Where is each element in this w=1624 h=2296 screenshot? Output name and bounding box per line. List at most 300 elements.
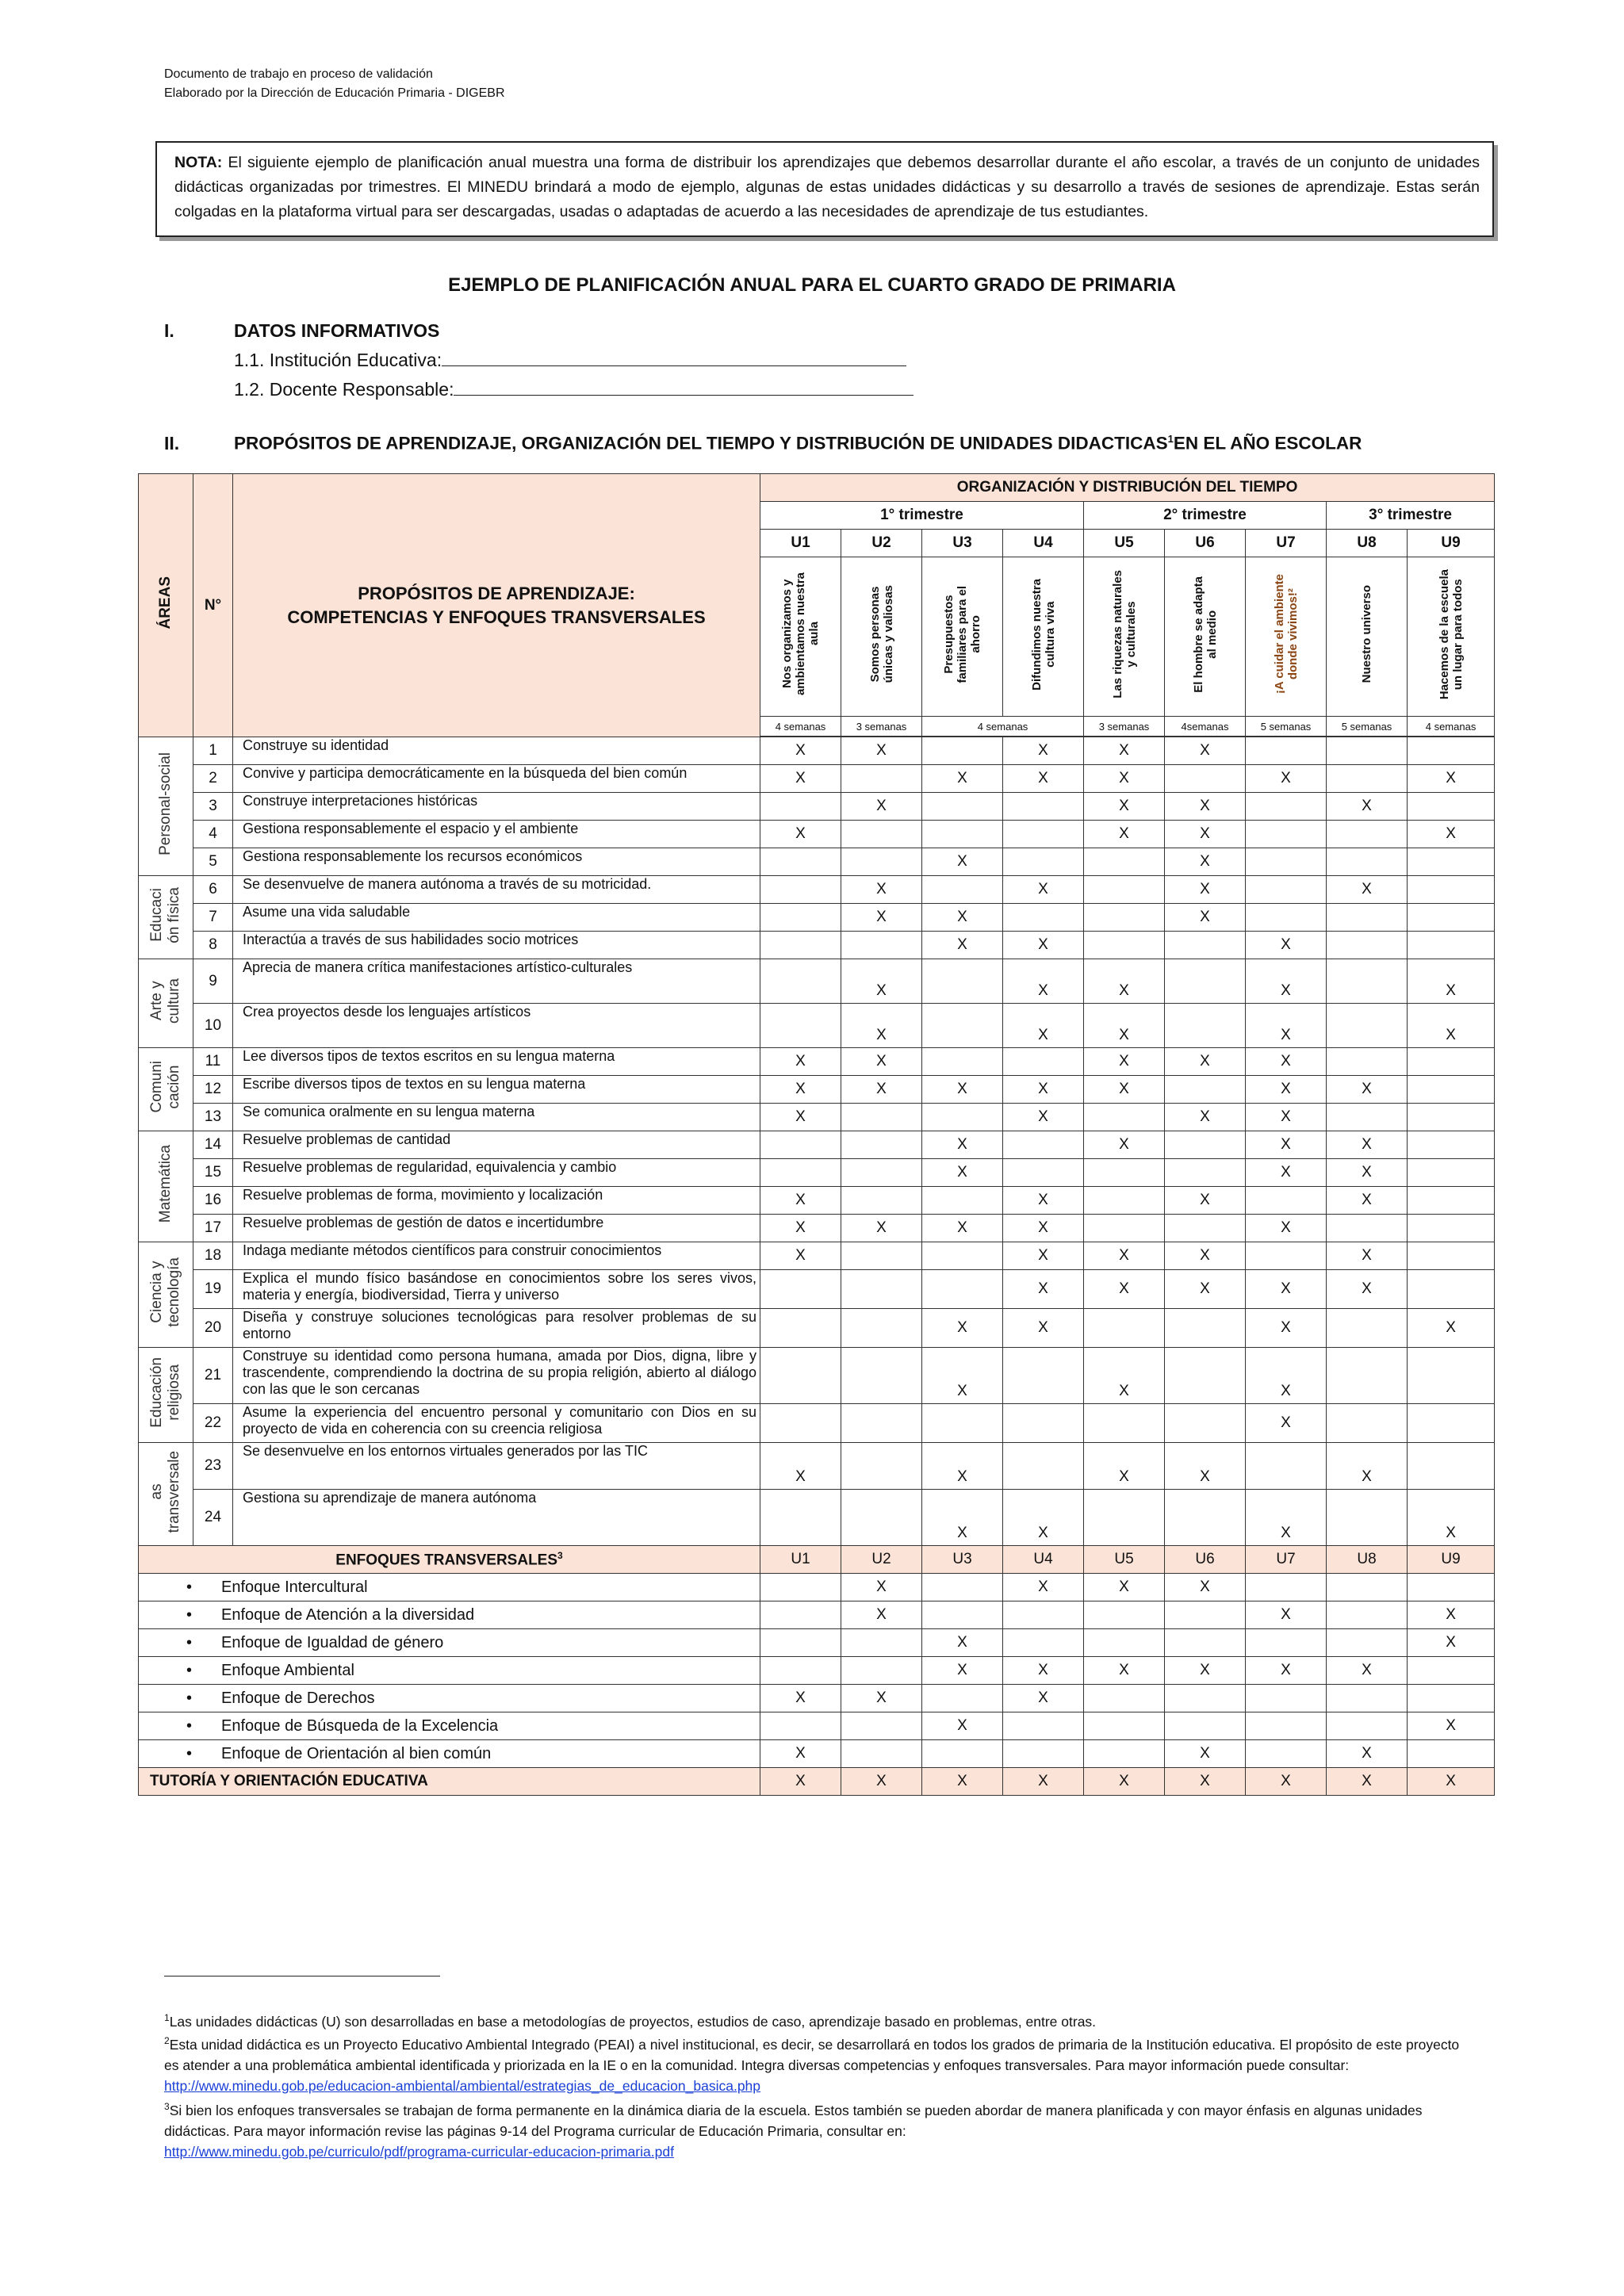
- unit-title-8: [1327, 557, 1408, 717]
- area-label-text: Educación religiosa: [148, 1357, 182, 1428]
- area-label: [139, 1242, 193, 1348]
- enfoque-label-text: Enfoque de Búsqueda de la Excelencia: [221, 1716, 499, 1735]
- section-2-sup: 1: [1167, 433, 1174, 445]
- enfoques-unit-header: U4: [1003, 1546, 1084, 1574]
- mark-cell: X: [760, 1740, 841, 1768]
- mark-cell: X: [1246, 1601, 1327, 1629]
- mark-cell: [1084, 1309, 1165, 1348]
- mark-cell: [1084, 1712, 1165, 1740]
- mark-cell: X: [841, 1215, 922, 1242]
- mark-cell: X: [1084, 1574, 1165, 1601]
- mark-cell: X: [1165, 737, 1246, 765]
- mark-cell: [1327, 737, 1408, 765]
- table-row: [139, 474, 1495, 502]
- competency-number: 17: [193, 1215, 233, 1242]
- unit-weeks: 4 semanas: [760, 717, 841, 737]
- mark-cell: [1165, 959, 1246, 1004]
- table-row: [139, 904, 1495, 932]
- unit-header-1: U1: [760, 530, 841, 557]
- enfoques-unit-header: U6: [1165, 1546, 1246, 1574]
- unit-weeks: 4 semanas: [1408, 717, 1495, 737]
- mark-cell: X: [922, 1309, 1003, 1348]
- mark-cell: X: [1408, 1004, 1495, 1048]
- table-row: [139, 793, 1495, 821]
- mark-cell: X: [1246, 1076, 1327, 1104]
- competency-number: 2: [193, 765, 233, 793]
- footnote-1: [164, 2007, 1473, 2032]
- area-label-text: Ciencia y tecnología: [148, 1257, 182, 1327]
- mark-cell: X: [922, 932, 1003, 959]
- competency-number: 23: [193, 1443, 233, 1490]
- trimester-3: 3° trimestre: [1327, 502, 1495, 530]
- mark-cell: [760, 793, 841, 821]
- purposes-header: PROPÓSITOS DE APRENDIZAJE: COMPETENCIAS Y ENFOQUES TRANSVERSALES: [233, 474, 760, 737]
- mark-cell: X: [1408, 1629, 1495, 1657]
- competency-number: 19: [193, 1270, 233, 1309]
- mark-cell: [922, 1740, 1003, 1768]
- mark-cell: X: [922, 904, 1003, 932]
- mark-cell: X: [1003, 765, 1084, 793]
- mark-cell: [922, 876, 1003, 904]
- mark-cell: [760, 932, 841, 959]
- footnote-2: [164, 2030, 1473, 2096]
- mark-cell: [1327, 1048, 1408, 1076]
- bullet-icon: •: [186, 1689, 193, 1707]
- mark-cell: [922, 1187, 1003, 1215]
- mark-cell: [1246, 848, 1327, 876]
- mark-cell: X: [922, 1348, 1003, 1404]
- mark-cell: [1003, 1404, 1084, 1443]
- footnote-2-link[interactable]: http://www.minedu.gob.pe/educacion-ambiental/ambiental/estrategias_de_educacion_basica.php: [164, 2077, 761, 2094]
- unit-title-7: [1246, 557, 1327, 717]
- mark-cell: [841, 1404, 922, 1443]
- mark-cell: [922, 737, 1003, 765]
- footnote-3: [164, 2096, 1473, 2162]
- mark-cell: [1003, 1131, 1084, 1159]
- mark-cell: X: [1165, 876, 1246, 904]
- mark-cell: X: [760, 765, 841, 793]
- mark-cell: [841, 1443, 922, 1490]
- mark-cell: [841, 1657, 922, 1685]
- enfoque-label-text: Enfoque Intercultural: [221, 1578, 368, 1596]
- area-label: [139, 1048, 193, 1131]
- mark-cell: X: [1246, 1309, 1327, 1348]
- mark-cell: X: [1165, 1104, 1246, 1131]
- table-row: [139, 1131, 1495, 1159]
- competency-number: 18: [193, 1242, 233, 1270]
- mark-cell: X: [1246, 959, 1327, 1004]
- mark-cell: [1084, 932, 1165, 959]
- mark-cell: [760, 848, 841, 876]
- mark-cell: [1165, 1490, 1246, 1546]
- mark-cell: X: [760, 1768, 841, 1796]
- table-row: [139, 1215, 1495, 1242]
- mark-cell: [1408, 1404, 1495, 1443]
- mark-cell: [1165, 1404, 1246, 1443]
- unit-title-2: [841, 557, 922, 717]
- mark-cell: [841, 1242, 922, 1270]
- mark-cell: [1246, 1712, 1327, 1740]
- area-label: [139, 1131, 193, 1242]
- competency-number: 21: [193, 1348, 233, 1404]
- mark-cell: X: [1408, 1768, 1495, 1796]
- mark-cell: [1165, 1348, 1246, 1404]
- mark-cell: [1003, 821, 1084, 848]
- mark-cell: [1246, 876, 1327, 904]
- unit-weeks: 4semanas: [1165, 717, 1246, 737]
- competency-text: Convive y participa democráticamente en la búsqueda del bien común: [233, 765, 760, 793]
- unit-header-8: U8: [1327, 530, 1408, 557]
- mark-cell: [1327, 848, 1408, 876]
- field-institution-blank[interactable]: [442, 351, 906, 366]
- mark-cell: X: [841, 793, 922, 821]
- mark-cell: X: [922, 1712, 1003, 1740]
- mark-cell: X: [1246, 1104, 1327, 1131]
- mark-cell: [1327, 1574, 1408, 1601]
- area-label: [139, 737, 193, 876]
- table-row: [139, 1187, 1495, 1215]
- mark-cell: X: [1408, 821, 1495, 848]
- table-row: [139, 876, 1495, 904]
- competency-number: 3: [193, 793, 233, 821]
- mark-cell: X: [922, 1159, 1003, 1187]
- unit-title-8-text: Nuestro universo: [1360, 585, 1373, 683]
- enfoque-label: [139, 1712, 760, 1740]
- mark-cell: X: [1408, 765, 1495, 793]
- bullet-icon: •: [186, 1716, 193, 1735]
- competency-number: 9: [193, 959, 233, 1004]
- unit-weeks: 3 semanas: [841, 717, 922, 737]
- area-label: [139, 1443, 193, 1546]
- mark-cell: [1246, 1574, 1327, 1601]
- mark-cell: X: [1084, 1657, 1165, 1685]
- mark-cell: [760, 1490, 841, 1546]
- area-label-text: Arte y cultura: [148, 978, 182, 1024]
- unit-header-6: U6: [1165, 530, 1246, 557]
- mark-cell: X: [1327, 1159, 1408, 1187]
- competency-text: Diseña y construye soluciones tecnológicas para resolver problemas de su entorno: [233, 1309, 760, 1348]
- mark-cell: X: [841, 959, 922, 1004]
- mark-cell: [1246, 1443, 1327, 1490]
- table-row: [139, 1348, 1495, 1404]
- mark-cell: [1408, 932, 1495, 959]
- table-row: [139, 1601, 1495, 1629]
- footnote-2-text: Esta unidad didáctica es un Proyecto Educativo Ambiental Integrado (PEAI) a nivel institucional, es decir, se desarrollará en todos los grados de primaria de la Institución educativa. El propósito de este proyecto es atender a una problemática ambiental identificada y priorizada en la IE o en la comunidad. Integra diversas competencias y enfoques transversales. Para mayor información puede consultar:: [164, 2036, 1460, 2073]
- trimester-2: 2° trimestre: [1084, 502, 1327, 530]
- enfoques-header-sup: 3: [557, 1549, 563, 1561]
- mark-cell: [1003, 1629, 1084, 1657]
- mark-cell: [922, 793, 1003, 821]
- enfoques-unit-header: U5: [1084, 1546, 1165, 1574]
- mark-cell: [1084, 848, 1165, 876]
- mark-cell: X: [1165, 848, 1246, 876]
- trimester-1: 1° trimestre: [760, 502, 1084, 530]
- competency-text: Aprecia de manera crítica manifestaciones artístico-culturales: [233, 959, 760, 1004]
- mark-cell: [1408, 1740, 1495, 1768]
- mark-cell: X: [1084, 821, 1165, 848]
- mark-cell: X: [760, 1443, 841, 1490]
- mark-cell: X: [922, 765, 1003, 793]
- competency-text: Crea proyectos desde los lenguajes artísticos: [233, 1004, 760, 1048]
- enfoque-label: [139, 1629, 760, 1657]
- mark-cell: [1408, 1657, 1495, 1685]
- mark-cell: [1084, 1740, 1165, 1768]
- mark-cell: [760, 1004, 841, 1048]
- mark-cell: [1084, 904, 1165, 932]
- mark-cell: [1327, 821, 1408, 848]
- competency-text: Se desenvuelve en los entornos virtuales generados por las TIC: [233, 1443, 760, 1490]
- areas-header-text: ÁREAS: [157, 576, 174, 629]
- mark-cell: [922, 1601, 1003, 1629]
- mark-cell: X: [1327, 876, 1408, 904]
- mark-cell: X: [1003, 1768, 1084, 1796]
- unit-title-3-text: Presupuestos familiares para el ahorro: [942, 585, 982, 683]
- mark-cell: [922, 959, 1003, 1004]
- mark-cell: X: [1003, 959, 1084, 1004]
- unit-title-9: [1408, 557, 1495, 717]
- mark-cell: [922, 1004, 1003, 1048]
- mark-cell: [760, 1309, 841, 1348]
- mark-cell: [1003, 1740, 1084, 1768]
- mark-cell: [1408, 1685, 1495, 1712]
- competency-number: 16: [193, 1187, 233, 1215]
- mark-cell: X: [841, 876, 922, 904]
- mark-cell: [1408, 1104, 1495, 1131]
- mark-cell: [1165, 1004, 1246, 1048]
- mark-cell: X: [1003, 1104, 1084, 1131]
- competency-number: 1: [193, 737, 233, 765]
- section-1-title: DATOS INFORMATIVOS: [234, 320, 440, 341]
- unit-title-5-text: Las riquezas naturales y culturales: [1110, 570, 1138, 698]
- enfoque-label-text: Enfoque de Orientación al bien común: [221, 1744, 492, 1762]
- unit-weeks: 4 semanas: [922, 717, 1084, 737]
- unit-title-4-text: Difundimos nuestra cultura viva: [1029, 578, 1057, 691]
- enfoques-unit-header: U7: [1246, 1546, 1327, 1574]
- mark-cell: X: [1327, 1657, 1408, 1685]
- unit-title-3: [922, 557, 1003, 717]
- mark-cell: X: [1246, 1348, 1327, 1404]
- mark-cell: X: [1408, 1490, 1495, 1546]
- mark-cell: [1408, 1348, 1495, 1404]
- section-1-number: I.: [164, 320, 174, 341]
- table-row: [139, 821, 1495, 848]
- competency-text: Resuelve problemas de regularidad, equivalencia y cambio: [233, 1159, 760, 1187]
- mark-cell: [841, 1629, 922, 1657]
- competency-text: Interactúa a través de sus habilidades socio motrices: [233, 932, 760, 959]
- bullet-icon: •: [186, 1633, 193, 1651]
- mark-cell: [1327, 1404, 1408, 1443]
- mark-cell: X: [1327, 1076, 1408, 1104]
- mark-cell: [922, 1270, 1003, 1309]
- mark-cell: X: [922, 1768, 1003, 1796]
- mark-cell: X: [1327, 1131, 1408, 1159]
- table-row: [139, 1546, 1495, 1574]
- mark-cell: X: [922, 1490, 1003, 1546]
- mark-cell: [1003, 1159, 1084, 1187]
- bullet-icon: •: [186, 1661, 193, 1679]
- enfoque-label: [139, 1574, 760, 1601]
- mark-cell: [1165, 1629, 1246, 1657]
- mark-cell: [1246, 1629, 1327, 1657]
- mark-cell: [760, 1404, 841, 1443]
- mark-cell: [760, 959, 841, 1004]
- footnote-1-num: 1: [164, 2012, 170, 2023]
- competency-text: Escribe diversos tipos de textos en su lengua materna: [233, 1076, 760, 1104]
- enfoques-unit-header: U9: [1408, 1546, 1495, 1574]
- mark-cell: X: [760, 1242, 841, 1270]
- mark-cell: [1084, 1629, 1165, 1657]
- mark-cell: X: [1408, 1601, 1495, 1629]
- mark-cell: X: [1084, 793, 1165, 821]
- mark-cell: [1246, 1242, 1327, 1270]
- field-teacher-blank[interactable]: [454, 381, 914, 396]
- enfoque-label-text: Enfoque Ambiental: [221, 1661, 354, 1679]
- field-institution-label: 1.1. Institución Educativa:: [234, 350, 442, 370]
- mark-cell: [1327, 904, 1408, 932]
- competency-number: 20: [193, 1309, 233, 1348]
- mark-cell: [841, 1740, 922, 1768]
- mark-cell: [841, 848, 922, 876]
- competency-number: 22: [193, 1404, 233, 1443]
- mark-cell: [1408, 1076, 1495, 1104]
- table-row: [139, 1768, 1495, 1796]
- mark-cell: [760, 904, 841, 932]
- mark-cell: X: [1165, 1048, 1246, 1076]
- mark-cell: [1408, 876, 1495, 904]
- mark-cell: X: [922, 1443, 1003, 1490]
- mark-cell: X: [841, 1601, 922, 1629]
- area-label: [139, 876, 193, 959]
- competency-number: 5: [193, 848, 233, 876]
- area-label: [139, 1348, 193, 1443]
- mark-cell: [1003, 1443, 1084, 1490]
- mark-cell: X: [841, 1768, 922, 1796]
- mark-cell: X: [841, 1685, 922, 1712]
- enfoques-unit-header: U2: [841, 1546, 922, 1574]
- mark-cell: X: [1327, 1270, 1408, 1309]
- mark-cell: X: [1246, 1270, 1327, 1309]
- competency-text: Lee diversos tipos de textos escritos en su lengua materna: [233, 1048, 760, 1076]
- mark-cell: [922, 821, 1003, 848]
- unit-title-1-text: Nos organizamos y ambientamos nuestra aula: [780, 572, 821, 696]
- mark-cell: [1246, 793, 1327, 821]
- mark-cell: [1165, 765, 1246, 793]
- section-2-title: [234, 433, 1362, 454]
- table-row: [139, 1574, 1495, 1601]
- mark-cell: X: [1003, 1270, 1084, 1309]
- mark-cell: X: [1084, 737, 1165, 765]
- competency-text: Se desenvuelve de manera autónoma a través de su motricidad.: [233, 876, 760, 904]
- note-box: [155, 141, 1494, 237]
- competency-text: Asume la experiencia del encuentro personal y comunitario con Dios en su proyecto de vida en coherencia con su creencia religiosa: [233, 1404, 760, 1443]
- unit-title-4: [1003, 557, 1084, 717]
- mark-cell: X: [1165, 1242, 1246, 1270]
- mark-cell: X: [1246, 765, 1327, 793]
- mark-cell: X: [1165, 1740, 1246, 1768]
- mark-cell: [1327, 1685, 1408, 1712]
- unit-header-7: U7: [1246, 530, 1327, 557]
- mark-cell: [1003, 793, 1084, 821]
- section-2-title-text: PROPÓSITOS DE APRENDIZAJE, ORGANIZACIÓN DEL TIEMPO Y DISTRIBUCIÓN DE UNIDADES DIDACTICAS: [234, 433, 1168, 453]
- mark-cell: [1084, 1404, 1165, 1443]
- mark-cell: X: [1003, 1574, 1084, 1601]
- table-row: [139, 1490, 1495, 1546]
- mark-cell: [1327, 1712, 1408, 1740]
- unit-header-2: U2: [841, 530, 922, 557]
- competency-number: 6: [193, 876, 233, 904]
- competency-number: 14: [193, 1131, 233, 1159]
- mark-cell: [1084, 1104, 1165, 1131]
- table-row: [139, 932, 1495, 959]
- mark-cell: X: [1084, 1348, 1165, 1404]
- footnote-3-link[interactable]: http://www.minedu.gob.pe/curriculo/pdf/programa-curricular-educacion-primaria.pdf: [164, 2143, 674, 2160]
- mark-cell: X: [1003, 1657, 1084, 1685]
- mark-cell: [1003, 848, 1084, 876]
- mark-cell: [1327, 1629, 1408, 1657]
- mark-cell: X: [1408, 1712, 1495, 1740]
- mark-cell: [841, 1159, 922, 1187]
- mark-cell: [1084, 1601, 1165, 1629]
- note-text: El siguiente ejemplo de planificación anual muestra una forma de distribuir los aprendizajes que debemos desarrollar durante el año escolar, a través de un conjunto de unidades didácticas organizadas por trimestres. El MINEDU brindará a modo de ejemplo, algunas de estas unidades didácticas y su desarrollo a través de sesiones de aprendizaje. Estas serán colgadas en la plataforma virtual para ser descargadas, usadas o adaptadas de acuerdo a las necesidades de aprendizaje de tus estudiantes.: [174, 154, 1480, 220]
- mark-cell: [1327, 1348, 1408, 1404]
- mark-cell: [922, 1048, 1003, 1076]
- area-label-text: Matemática: [157, 1145, 174, 1223]
- mark-cell: [1408, 1270, 1495, 1309]
- bullet-icon: •: [186, 1578, 193, 1596]
- mark-cell: [1165, 932, 1246, 959]
- table-row: [139, 1242, 1495, 1270]
- mark-cell: [1165, 1712, 1246, 1740]
- mark-cell: [1165, 1601, 1246, 1629]
- mark-cell: X: [922, 1629, 1003, 1657]
- mark-cell: X: [1246, 1048, 1327, 1076]
- mark-cell: X: [1246, 1768, 1327, 1796]
- mark-cell: X: [1003, 1685, 1084, 1712]
- mark-cell: X: [1327, 1187, 1408, 1215]
- table-row: [139, 1740, 1495, 1768]
- mark-cell: X: [1327, 1443, 1408, 1490]
- mark-cell: [841, 1104, 922, 1131]
- mark-cell: X: [1165, 1187, 1246, 1215]
- unit-title-1: [760, 557, 841, 717]
- mark-cell: [760, 1159, 841, 1187]
- organization-header: ORGANIZACIÓN Y DISTRIBUCIÓN DEL TIEMPO: [760, 474, 1495, 502]
- mark-cell: X: [841, 737, 922, 765]
- area-label-text: as transversale: [148, 1450, 182, 1533]
- mark-cell: X: [1084, 1131, 1165, 1159]
- mark-cell: X: [922, 1657, 1003, 1685]
- mark-cell: X: [922, 1215, 1003, 1242]
- number-header: N°: [193, 474, 233, 737]
- table-row: [139, 1404, 1495, 1443]
- unit-header-9: U9: [1408, 530, 1495, 557]
- mark-cell: X: [841, 904, 922, 932]
- mark-cell: [1165, 1076, 1246, 1104]
- table-row: [139, 1270, 1495, 1309]
- mark-cell: X: [1246, 932, 1327, 959]
- mark-cell: [1165, 1131, 1246, 1159]
- enfoque-label: [139, 1601, 760, 1629]
- mark-cell: [841, 1131, 922, 1159]
- mark-cell: [1003, 1712, 1084, 1740]
- mark-cell: X: [1003, 932, 1084, 959]
- mark-cell: [760, 1657, 841, 1685]
- mark-cell: X: [760, 1076, 841, 1104]
- mark-cell: X: [1408, 1309, 1495, 1348]
- mark-cell: X: [1165, 1443, 1246, 1490]
- mark-cell: [1327, 959, 1408, 1004]
- tutoria-label: TUTORÍA Y ORIENTACIÓN EDUCATIVA: [139, 1768, 760, 1796]
